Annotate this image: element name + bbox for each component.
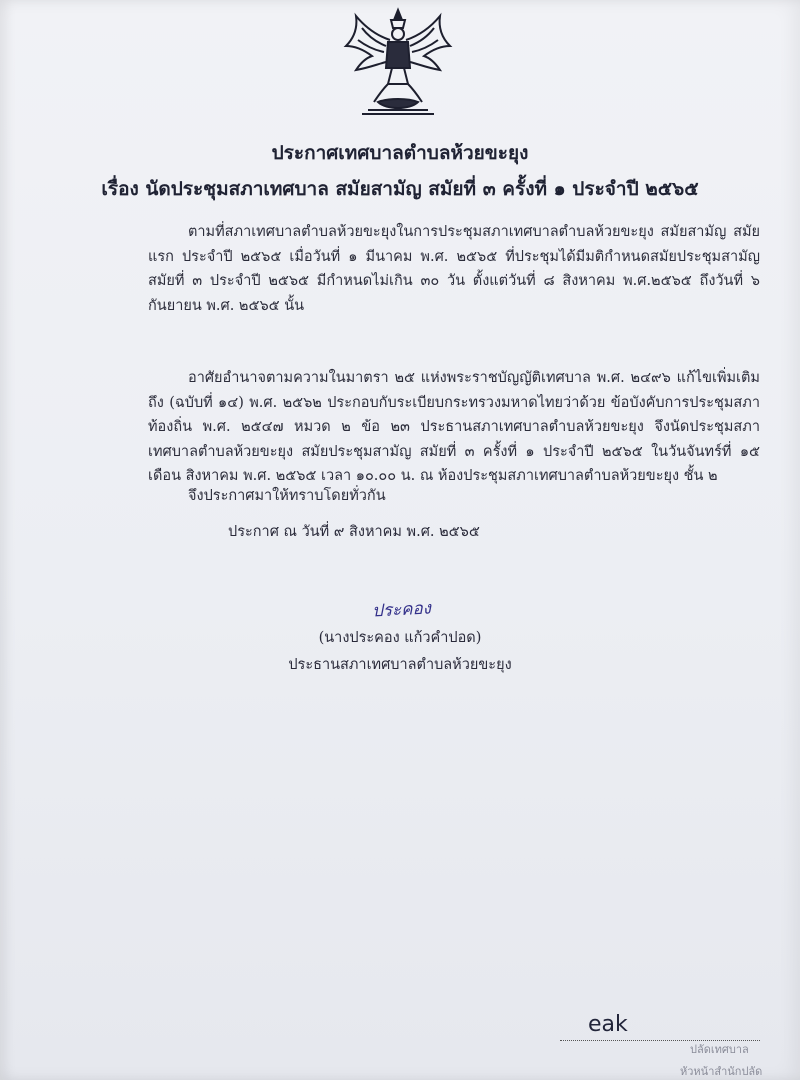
announce-date: ประกาศ ณ วันที่ ๙ สิงหาคม พ.ศ. ๒๕๖๕: [228, 524, 480, 540]
garuda-emblem-icon: [338, 6, 458, 118]
subject-line: เรื่อง นัดประชุมสภาเทศบาล สมัยสามัญ สมัยที่ ๓ ครั้งที่ ๑ ประจำปี ๒๕๖๕: [101, 178, 699, 200]
page-title: ประกาศเทศบาลตำบลห้วยขะยุง: [271, 142, 529, 164]
body-paragraph-3: จึงประกาศมาให้ทราบโดยทั่วกัน: [188, 488, 386, 504]
body-paragraph-1: ตามที่สภาเทศบาลตำบลห้วยขะยุงในการประชุมสภาเทศบาลตำบลห้วยขะยุง สมัยสามัญ สมัยแรก ประจำปี ๒๕๖๕ เมื่อวันที่ ๑ มีนาคม พ.ศ. ๒๕๖๕ ที่ประชุมได้มีมติกำหนดสมัยประชุมสามัญ สมัยที่ ๓ ประจำปี ๒๕๖๕ มีกำหนดไม่เกิน ๓๐ วัน ตั้งแต่วันที่ ๘ สิงหาคม พ.ศ.๒๕๖๕ ถึงวันที่ ๖ กันยายน พ.ศ. ๒๕๖๕ นั้น: [148, 224, 760, 314]
signatory-name: (นางประคอง แก้วคำปอด): [318, 630, 482, 646]
body-paragraph-2: อาศัยอำนาจตามความในมาตรา ๒๕ แห่งพระราชบัญญัติเทศบาล พ.ศ. ๒๔๙๖ แก้ไขเพิ่มเติมถึง (ฉบับที่ ๑๔) พ.ศ. ๒๕๖๒ ประกอบกับระเบียบกระทรวงมหาดไทยว่าด้วย ข้อบังคับการประชุมสภาท้องถิ่น พ.ศ. ๒๕๔๗ หมวด ๒ ข้อ ๒๓ ประธานสภาเทศบาลตำบลห้วยขะยุง จึงนัดประชุมสภาเทศบาลตำบลห้วยขะยุง สมัยประชุมสามัญ สมัยที่ ๓ ครั้งที่ ๑ ประจำปี ๒๕๖๕ ในวันจันทร์ที่ ๑๕ เดือน สิงหาคม พ.ศ. ๒๕๖๕ เวลา ๑๐.๐๐ น. ณ ห้องประชุมสภาเทศบาลตำบลห้วยขะยุง ชั้น ๒: [148, 370, 760, 484]
faint-stamp-line-1: ปลัดเทศบาล: [690, 1043, 749, 1056]
handwritten-signature: ประคอง: [371, 598, 432, 622]
handwritten-initials: eak: [588, 1012, 628, 1037]
signatory-position: ประธานสภาเทศบาลตำบลห้วยขะยุง: [288, 657, 512, 673]
faint-stamp-line-2: หัวหน้าสำนักปลัด: [680, 1065, 763, 1078]
